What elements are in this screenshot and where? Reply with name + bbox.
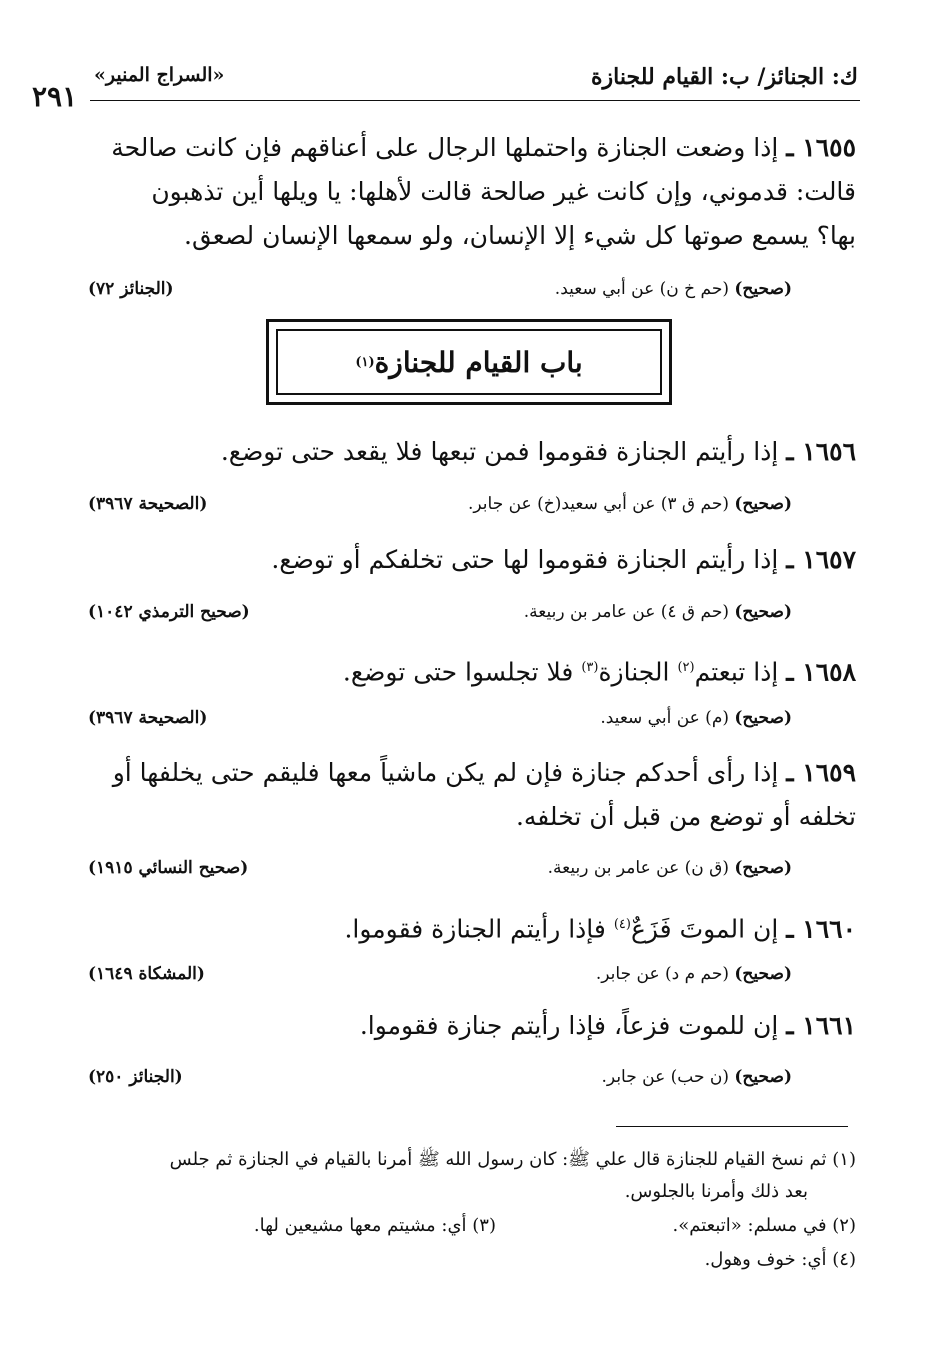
hadith-number: ١٦٥٥ ـ bbox=[786, 133, 856, 162]
grade-detail: (حم خ ن) عن أبي سعيد. bbox=[554, 279, 729, 299]
hadith-number: ١٦٦١ ـ bbox=[786, 1011, 856, 1040]
hadith-1659-line-1 bbox=[113, 753, 856, 793]
grade-label: (صحيح) bbox=[734, 494, 792, 514]
source-1656: (الصحيحة ٣٩٦٧) bbox=[88, 494, 208, 514]
chapter-title-inner bbox=[276, 329, 662, 395]
source-1658: (الصحيحة ٣٩٦٧) bbox=[88, 708, 208, 728]
hadith-1655-line-1 bbox=[111, 128, 856, 168]
grading-1661 bbox=[602, 1067, 792, 1087]
hadith-1661 bbox=[360, 1006, 856, 1046]
page-number: ٢٩١ bbox=[32, 80, 78, 113]
source-1657: (صحيح الترمذي ١٠٤٢) bbox=[88, 602, 250, 622]
grade-label: (صحيح) bbox=[734, 708, 792, 728]
grade-label: (صحيح) bbox=[734, 602, 792, 622]
chapter-title: باب القيام للجنازة bbox=[374, 345, 583, 379]
hadith-1655-line-2: قالت: قدموني، وإن كانت غير صالحة قالت لأهلها: يا ويلها أين تذهبون bbox=[151, 177, 856, 206]
running-header-book: «السراج المنير» bbox=[94, 64, 225, 86]
grade-detail: (حم ق ٣) عن أبي سعيد(خ) عن جابر. bbox=[468, 494, 729, 514]
hadith-number: ١٦٥٨ ـ bbox=[786, 657, 856, 687]
hadith-number: ١٦٥٦ ـ bbox=[786, 437, 856, 466]
source-1655: (الجنائز ٧٢) bbox=[88, 279, 174, 299]
grade-detail: (ن حب) عن جابر. bbox=[601, 1067, 729, 1087]
footnote-mark: (٣) bbox=[581, 660, 599, 675]
footnote-mark: (١) bbox=[355, 354, 375, 370]
footnote-mark: (٢) bbox=[677, 660, 695, 675]
grade-detail: (حم ق ٤) عن عامر بن ربيعة. bbox=[523, 602, 729, 622]
grade-label: (صحيح) bbox=[734, 964, 792, 984]
footnote-rule bbox=[616, 1126, 848, 1127]
source-1659: (صحيح النسائي ١٩١٥) bbox=[88, 858, 249, 878]
hadith-1660 bbox=[344, 905, 856, 949]
hadith-1656 bbox=[221, 432, 856, 472]
footnote-2: (٢) في مسلم: «اتبعتم». bbox=[672, 1215, 856, 1236]
grading-1655 bbox=[555, 279, 792, 299]
chapter-title-box bbox=[266, 319, 672, 405]
grade-detail: (ق ن) عن عامر بن ربيعة. bbox=[547, 858, 729, 878]
grading-1657 bbox=[524, 602, 792, 622]
hadith-text: إذا رأيتم الجنازة فقوموا لها حتى تخلفكم أو توضع. bbox=[271, 545, 779, 574]
hadith-1655-line-3: بها؟ يسمع صوتها كل شيء إلا الإنسان، ولو سمعها الإنسان لصعق. bbox=[184, 221, 856, 250]
footnote-4: (٤) أي: خوف وهول. bbox=[704, 1249, 856, 1270]
grade-detail: (حم م د) عن جابر. bbox=[595, 964, 729, 984]
hadith-number: ١٦٦٠ ـ bbox=[786, 914, 856, 944]
grading-1660 bbox=[596, 964, 792, 984]
footnote-3: (٣) أي: مشيتم معها مشيعين لها. bbox=[253, 1215, 496, 1236]
footnote-mark: (٤) bbox=[613, 917, 631, 932]
footnote-1-line-1: (١) ثم نسخ القيام للجنازة قال علي ﷺ: كان رسول الله ﷺ أمرنا بالقيام في الجنازة ثم جلس bbox=[169, 1149, 856, 1170]
hadith-text-c: فلا تجلسوا حتى توضع. bbox=[342, 657, 582, 687]
grade-detail: (م) عن أبي سعيد. bbox=[600, 708, 729, 728]
hadith-text-a: إذا تبعتم bbox=[694, 657, 779, 687]
grade-label: (صحيح) bbox=[734, 1067, 792, 1087]
hadith-1657 bbox=[271, 540, 856, 580]
source-1660: (المشكاة ١٦٤٩) bbox=[88, 964, 205, 984]
hadith-text-b: الجنازة bbox=[598, 657, 678, 687]
hadith-text-b: فإذا رأيتم الجنازة فقوموا. bbox=[344, 914, 614, 944]
footnote-1-line-2: بعد ذلك وأمرنا بالجلوس. bbox=[624, 1181, 808, 1202]
hadith-1658 bbox=[343, 648, 856, 692]
source-1661: (الجنائز ٢٥٠) bbox=[88, 1067, 183, 1087]
grading-1656 bbox=[468, 494, 792, 514]
header-rule bbox=[90, 100, 860, 101]
hadith-number: ١٦٥٧ ـ bbox=[786, 545, 856, 574]
grading-1659 bbox=[548, 858, 792, 878]
hadith-1659-line-2: تخلفه أو توضع من قبل أن تخلفه. bbox=[515, 802, 856, 831]
hadith-text: إن للموت فزعاً، فإذا رأيتم جنازة فقوموا. bbox=[359, 1011, 779, 1040]
grade-label: (صحيح) bbox=[734, 279, 792, 299]
hadith-text: إذا رأيتم الجنازة فقوموا فمن تبعها فلا يقعد حتى توضع. bbox=[220, 437, 779, 466]
hadith-text: إذا رأى أحدكم جنازة فإن لم يكن ماشياً معها فليقم حتى يخلفها أو bbox=[112, 758, 779, 787]
hadith-number: ١٦٥٩ ـ bbox=[786, 758, 856, 787]
grading-1658 bbox=[600, 708, 792, 728]
grade-label: (صحيح) bbox=[734, 858, 792, 878]
running-header-chapter: ك: الجنائز/ ب: القيام للجنازة bbox=[591, 64, 858, 90]
hadith-text-a: إن الموتَ فَزَعٌ bbox=[630, 914, 779, 944]
hadith-text: إذا وضعت الجنازة واحتملها الرجال على أعناقهم فإن كانت صالحة bbox=[111, 133, 779, 162]
